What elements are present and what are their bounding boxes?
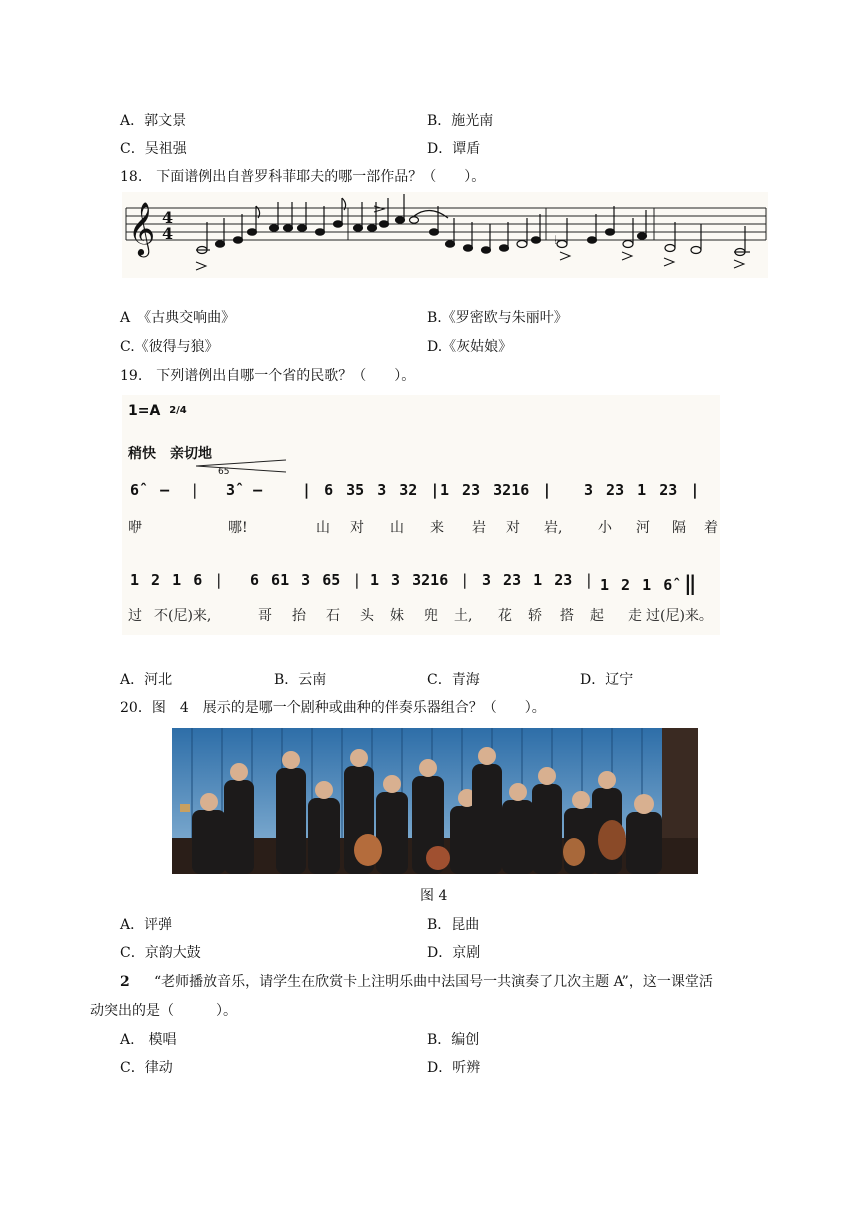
q19-option-b[interactable]: B．云南 (274, 672, 327, 688)
ensemble-image (172, 728, 698, 874)
row1-notes-intro: 6̂ – | (130, 481, 201, 499)
q18-option-d[interactable]: D.《灰姑娘》 (427, 339, 513, 355)
key-signature: 1=A 2/4 (128, 403, 187, 419)
q20-option-c[interactable]: C．京韵大鼓 (120, 945, 201, 961)
q21-option-a[interactable]: A. 模唱 (120, 1032, 177, 1048)
q21-number: 2 (120, 974, 130, 990)
q18-staff-score (122, 192, 768, 278)
q20-stem: 20．图 4 展示的是哪一个剧种或曲种的伴奏乐器组合？（ ）。 (120, 700, 546, 716)
q20-option-b[interactable]: B．昆曲 (427, 917, 480, 933)
q19-option-d[interactable]: D．辽宁 (580, 672, 634, 688)
time-sig-bottom: 4 (162, 224, 174, 243)
q17-option-a[interactable]: A．郭文景 (120, 113, 187, 129)
q18-option-c[interactable]: C.《彼得与狼》 (120, 339, 219, 355)
row2-measure-4: 3 23 1 23 | (482, 571, 594, 589)
grace-notes: 65 (218, 467, 230, 477)
crescendo-hairpin (196, 459, 288, 473)
row2-measure-2: 6 61 3 65 | (250, 571, 362, 589)
orchestra-photo (172, 728, 698, 874)
q19-option-a[interactable]: A．河北 (120, 672, 173, 688)
q17-option-c[interactable]: C．吴祖强 (120, 141, 187, 157)
time-signature: 2/4 (169, 405, 187, 416)
q20-option-d[interactable]: D．京剧 (427, 945, 481, 961)
row1-notes-2: 3̂ – (226, 481, 263, 499)
q20-option-a[interactable]: A．评弹 (120, 917, 173, 933)
q19-stem: 19. 下列谱例出自哪一个省的民歌？（ ）。 (120, 368, 416, 384)
q18-stem: 18. 下面谱例出自普罗科菲耶夫的哪一部作品？（ ）。 (120, 169, 486, 185)
q21-option-b[interactable]: B．编创 (427, 1032, 480, 1048)
treble-clef-icon: 𝄞 (128, 201, 156, 255)
row1-measure-2: 1 23 3216 | (440, 481, 552, 499)
q17-option-d[interactable]: D．谭盾 (427, 141, 481, 157)
row1-measure-1: | 6 35 3 32 | (302, 481, 440, 499)
tempo-marking: 稍快 亲切地 (128, 446, 212, 462)
q18-option-a[interactable]: A 《古典交响曲》 (120, 310, 236, 326)
q19-jianpu-score: 1=A 2/4 稍快 亲切地 6̂ – | 65 3̂ – | 6 35 3 32 | 1 23 3216 | 3 23 1 23 | 咿 哪! 山 对 山 来 岩 对 岩, 小 河 隔 着 1 2 1 6 | 6 61 3 65 | 1 3 3216 | 3 23 1 23 | 1 2 1 6̂ ‖ 过 不(尼)来, 哥 抬 石 头 妹 兜 土, 花 轿 搭 起 走 过(尼)来。 (122, 395, 720, 635)
q21-option-c[interactable]: C．律动 (120, 1060, 173, 1076)
q21-stem-line1: “老师播放音乐，请学生在欣赏卡上注明乐曲中法国号一共演奏了几次主题 A”，这一课堂活 (154, 974, 713, 990)
q18-option-b[interactable]: B.《罗密欧与朱丽叶》 (427, 310, 568, 326)
row2-measure-3: 1 3 3216 | (370, 571, 470, 589)
staff-notation (122, 192, 768, 278)
time-sig-top: 4 (162, 208, 174, 227)
figure-caption: 图 4 (420, 888, 448, 904)
svg-text:♭: ♭ (554, 233, 560, 247)
q21-stem-line2: 动突出的是（ ）。 (90, 1003, 237, 1019)
q19-option-c[interactable]: C．青海 (427, 672, 480, 688)
row2-measure-1: 1 2 1 6 | (130, 571, 224, 589)
q17-option-b[interactable]: B．施光南 (427, 113, 494, 129)
row1-measure-3: 3 23 1 23 | (584, 481, 700, 499)
row2-measure-5: 1 2 1 6̂ ‖ (600, 571, 697, 595)
q21-option-d[interactable]: D．听辨 (427, 1060, 481, 1076)
